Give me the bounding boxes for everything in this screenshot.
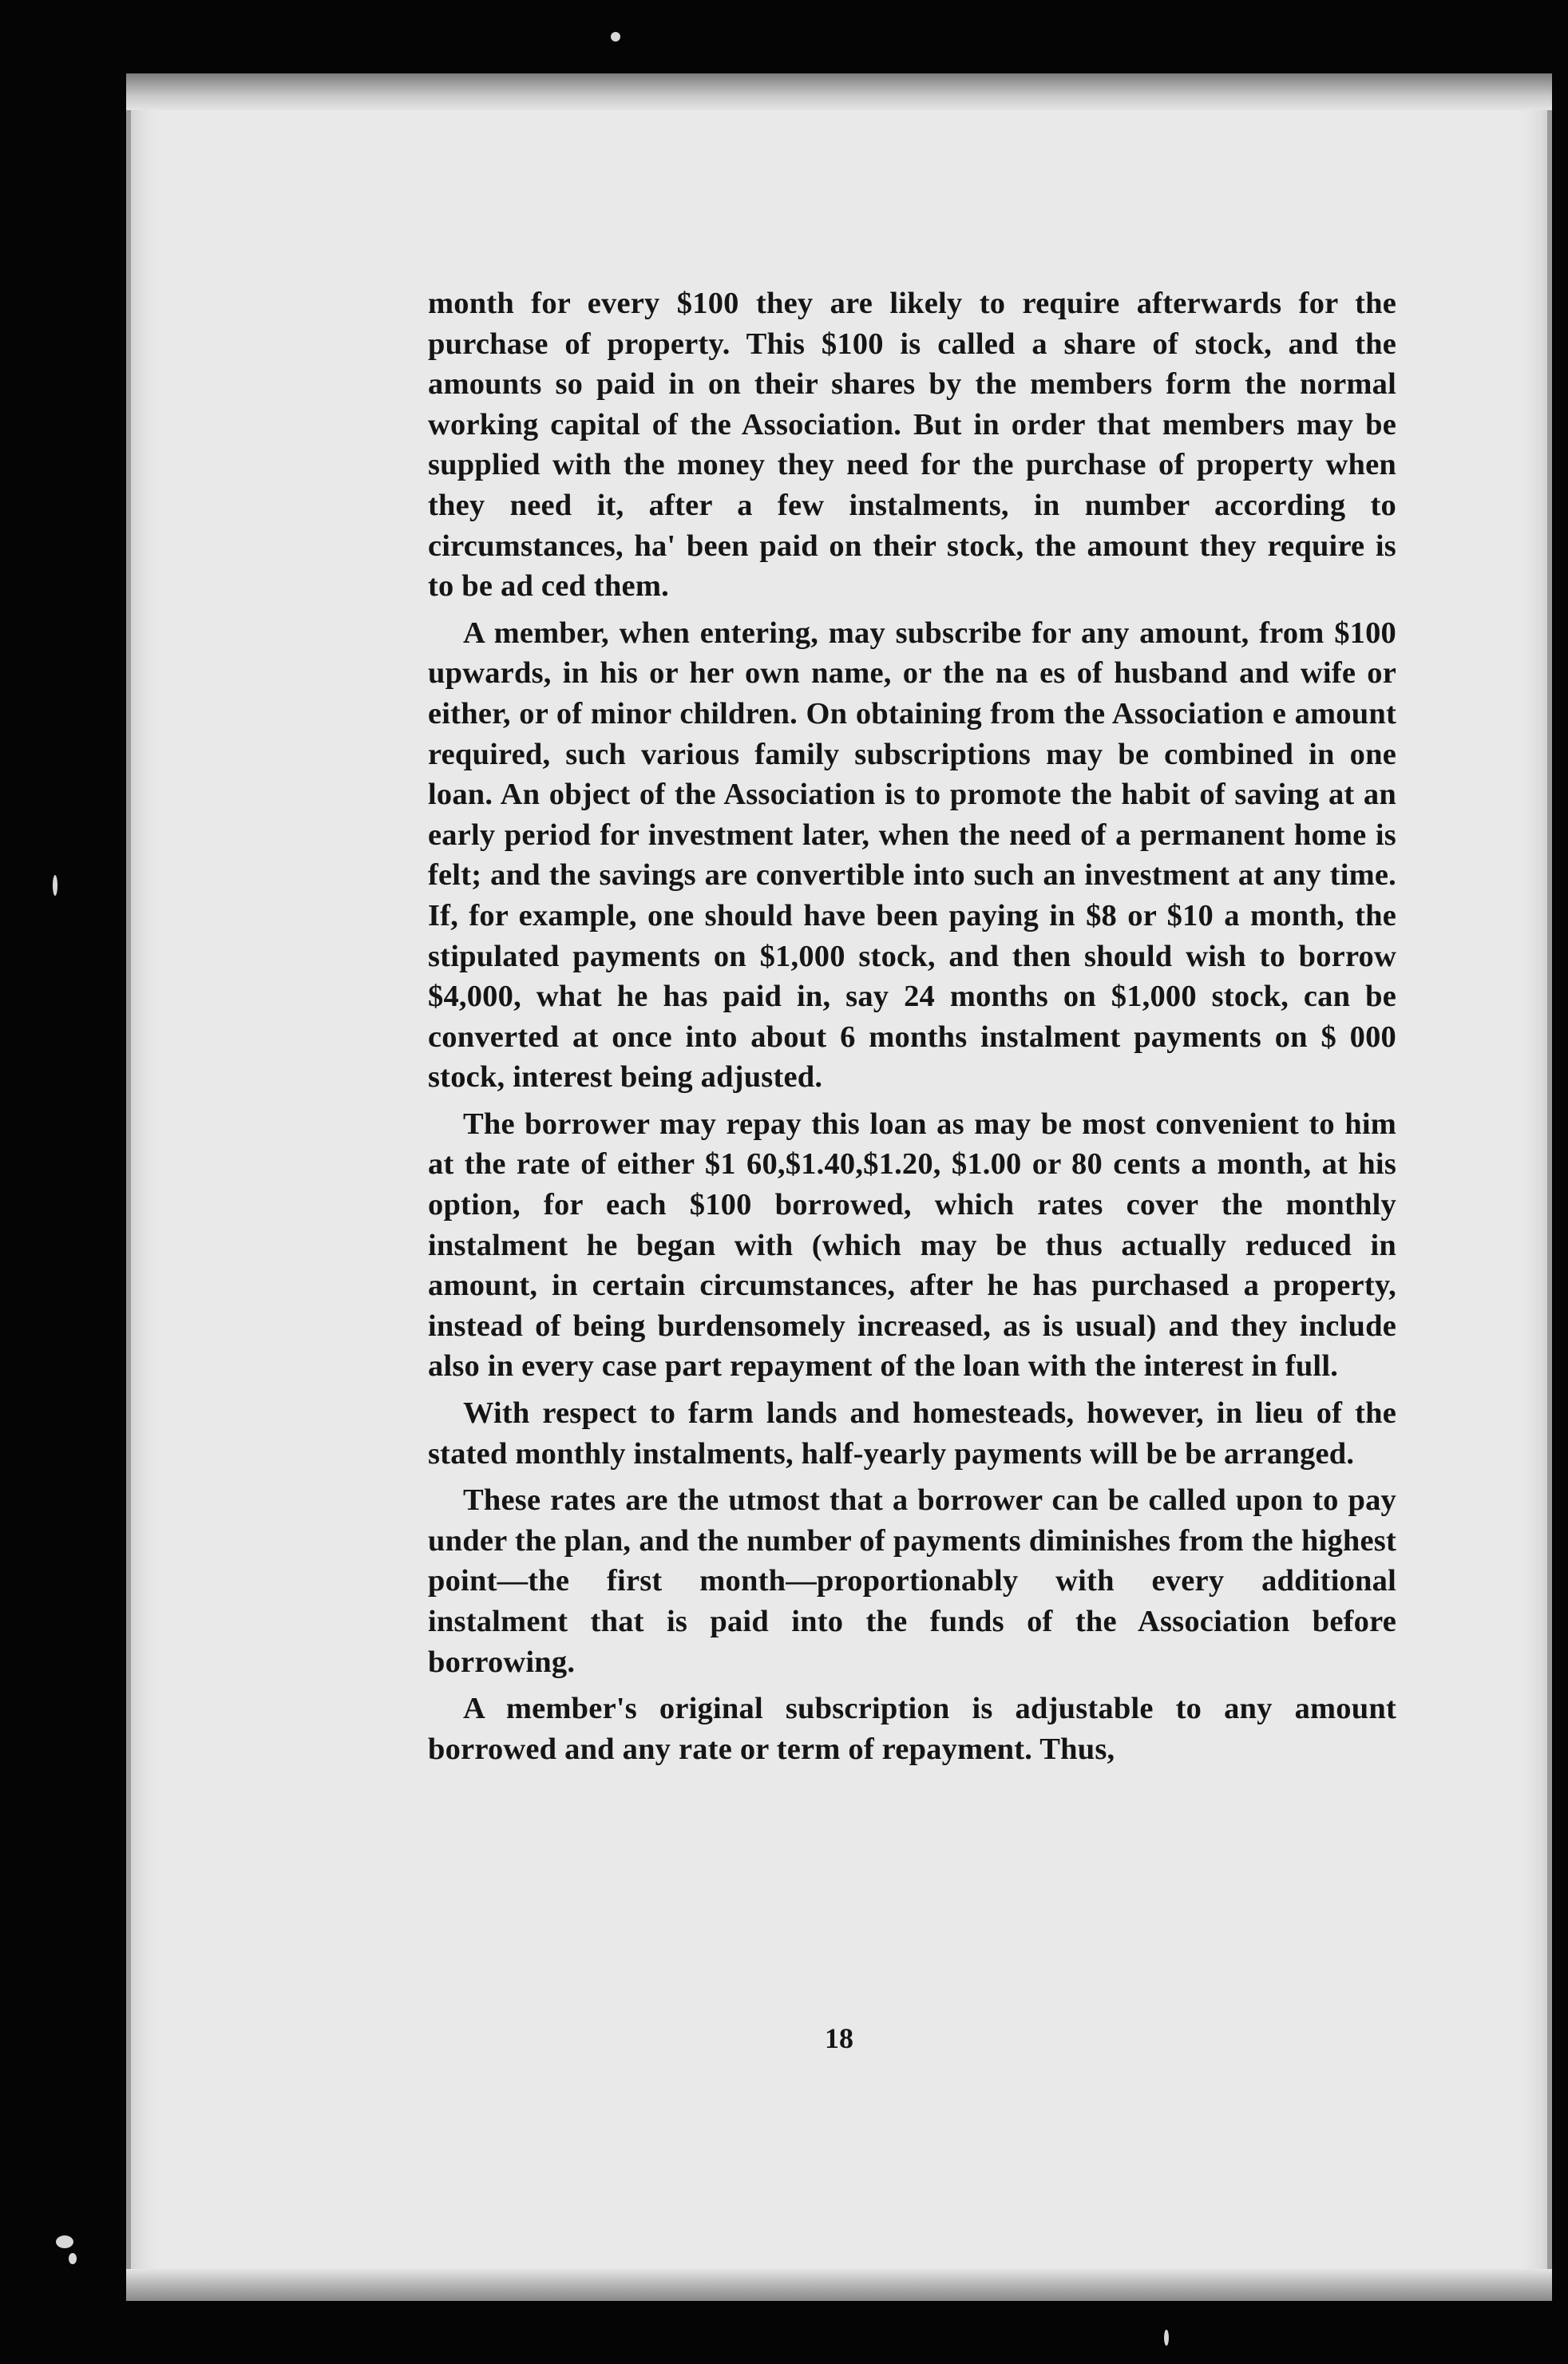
scan-speck bbox=[69, 2253, 77, 2264]
scanned-page bbox=[126, 73, 1552, 2301]
paragraph: With respect to farm lands and homesteads, however, in lieu of the stated monthly instalments, half-yearly payments will be be arranged. bbox=[428, 1396, 1396, 1471]
scan-speck bbox=[56, 2235, 73, 2248]
page-number: 18 bbox=[825, 2022, 853, 2054]
paragraph: These rates are the utmost that a borrower can be called upon to pay under the plan, and the number of payments diminishes from the highest point—the first month—proportionably with every additional instalment that is paid into the funds of the Association before borrowing. bbox=[428, 1483, 1396, 1679]
body-text bbox=[428, 283, 1396, 1769]
paragraph: A member, when entering, may subscribe for any amount, from $100 upwards, in his or her own name, or the na es of husband and wife or either, or of minor children. On obtaining from the Association e amount required, such various family subscriptions may be combined in one loan. An object of the Association is to promote the habit of saving at an early period for investment later, when the need of a permanent home is felt; and the savings are convertible into such an investment at any time. If, for example, one should have been paying in $8 or $10 a month, the stipulated payments on $1,000 stock, and then should wish to borrow $4,000, what he has paid in, say 24 months on $1,000 stock, can be converted at once into about 6 months instalment payments on $ 000 stock, interest being adjusted. bbox=[428, 616, 1396, 1095]
paragraph: A member's original subscription is adjustable to any amount borrowed and any rate or term of repayment. Thus, bbox=[428, 1692, 1396, 1766]
scan-speck bbox=[53, 875, 57, 896]
scan-speck bbox=[611, 32, 620, 42]
paragraph: month for every $100 they are likely to require afterwards for the purchase of property. This $100 is called a share of stock, and the amounts so paid in on their shares by the members form the normal working capital of the Association. But in order that members may be supplied with the money they need for the purchase of property when they need it, after a few instalments, in number according to circumstances, ha' been paid on their stock, the amount they require is to be ad ced them. bbox=[428, 287, 1396, 604]
scan-speck bbox=[1164, 2330, 1169, 2346]
paragraph: The borrower may repay this loan as may be most convenient to him at the rate of either $1 60,$1.40,$1.20, $1.00 or 80 cents a month, at his option, for each $100 borrowed, which rates cover the monthly instalment he began with (which may be thus actually reduced in amount, in certain circumstances, after he has purchased a property, instead of being burdensomely increased, as is usual) and they include also in every case part repayment of the loan with the interest in full. bbox=[428, 1107, 1396, 1384]
